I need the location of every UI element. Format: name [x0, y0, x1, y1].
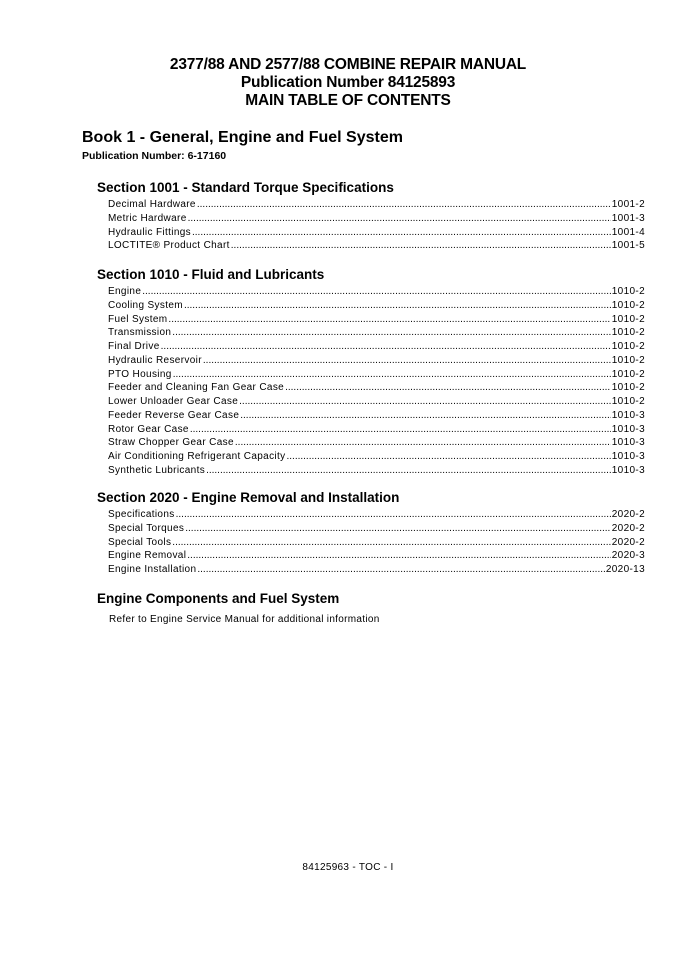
- toc-entry[interactable]: [108, 395, 645, 409]
- entry-page: 1010-2: [611, 286, 645, 297]
- toc-entry[interactable]: [108, 299, 645, 313]
- entry-page: 1010-3: [611, 464, 645, 476]
- entry-title: Specifications: [108, 509, 175, 520]
- toc-entry[interactable]: [108, 522, 645, 536]
- entry-title: PTO Housing: [108, 368, 172, 380]
- leader-dots: [285, 381, 611, 395]
- entry-title: Fuel System: [108, 313, 168, 325]
- entry-page: 1010-2: [611, 368, 645, 380]
- leader-dots: [176, 508, 611, 522]
- entry-title: Metric Hardware: [108, 212, 187, 224]
- entry-page: 1010-3: [611, 437, 645, 449]
- entry-page: 1010-2: [611, 313, 645, 325]
- entry-page: 1010-2: [611, 396, 645, 407]
- toc-entry[interactable]: [108, 354, 645, 368]
- document-header: [0, 56, 696, 110]
- leader-dots: [239, 395, 611, 409]
- toc-entry[interactable]: [108, 464, 645, 478]
- section-2020: [97, 489, 645, 577]
- toc-entry[interactable]: [108, 563, 645, 577]
- leader-dots: [187, 549, 610, 563]
- leader-dots: [184, 299, 611, 313]
- toc-entry[interactable]: [108, 239, 645, 253]
- entry-page: 1010-3: [611, 409, 645, 421]
- section-entries: [108, 198, 645, 253]
- section-title: Engine Components and Fuel System: [97, 591, 340, 606]
- toc-entry[interactable]: [108, 549, 645, 563]
- toc-entry[interactable]: [108, 198, 645, 212]
- toc-entry[interactable]: [108, 508, 645, 522]
- toc-entry[interactable]: [108, 536, 645, 550]
- leader-dots: [197, 198, 611, 212]
- toc-entry[interactable]: [108, 226, 645, 240]
- manual-title: 2377/88 AND 2577/88 COMBINE REPAIR MANUAL: [169, 56, 527, 73]
- entry-title: Straw Chopper Gear Case: [108, 437, 234, 449]
- toc-entry[interactable]: [108, 326, 645, 340]
- toc-entry[interactable]: [108, 409, 645, 423]
- section-title: Section 1001 - Standard Torque Specifications: [97, 180, 394, 195]
- leader-dots: [161, 340, 611, 354]
- leader-dots: [286, 450, 610, 464]
- entry-page: 1010-2: [611, 341, 645, 352]
- section-entries: [108, 508, 645, 577]
- leader-dots: [235, 436, 611, 450]
- toc-entry[interactable]: [108, 436, 645, 450]
- entry-title: Special Tools: [108, 536, 172, 548]
- entry-title: Feeder and Cleaning Fan Gear Case: [108, 382, 285, 394]
- entry-page: 2020-2: [611, 536, 645, 548]
- leader-dots: [172, 326, 610, 340]
- entry-title: Hydraulic Fittings: [108, 226, 191, 238]
- leader-dots: [168, 313, 610, 327]
- section-entries: [108, 285, 645, 478]
- entry-page: 1001-3: [611, 212, 645, 224]
- entry-title: Air Conditioning Refrigerant Capacity: [108, 451, 286, 462]
- leader-dots: [142, 285, 611, 299]
- entry-title: Engine Installation: [108, 564, 197, 575]
- entry-title: Cooling System: [108, 299, 183, 311]
- entry-title: Synthetic Lubricants: [108, 464, 206, 476]
- entry-title: Decimal Hardware: [108, 199, 196, 210]
- entry-page: 1010-3: [611, 451, 645, 462]
- page-footer: 84125963 - TOC - I: [302, 862, 394, 873]
- entry-title: LOCTITE® Product Chart: [108, 240, 230, 252]
- book-title: Book 1 - General, Engine and Fuel System: [82, 129, 403, 146]
- leader-dots: [190, 423, 611, 437]
- toc-entry[interactable]: [108, 381, 645, 395]
- section-title: Section 2020 - Engine Removal and Installation: [97, 490, 400, 505]
- leader-dots: [231, 239, 611, 253]
- entry-page: 1001-2: [611, 199, 645, 210]
- entry-title: Hydraulic Reservoir: [108, 354, 202, 366]
- entry-title: Engine Removal: [108, 550, 187, 562]
- toc-entry[interactable]: [108, 212, 645, 226]
- entry-title: Transmission: [108, 327, 172, 339]
- entry-page: 1010-2: [611, 299, 645, 311]
- leader-dots: [172, 536, 610, 550]
- entry-page: 2020-3: [611, 550, 645, 562]
- leader-dots: [188, 212, 611, 226]
- section-title: Section 1010 - Fluid and Lubricants: [97, 267, 325, 282]
- toc-entry[interactable]: [108, 368, 645, 382]
- section-engine-components: [97, 590, 645, 627]
- leader-dots: [206, 464, 611, 478]
- toc-heading: MAIN TABLE OF CONTENTS: [245, 92, 451, 109]
- section-1010: [97, 266, 645, 478]
- entry-title: Rotor Gear Case: [108, 423, 189, 435]
- leader-dots: [203, 354, 611, 368]
- entry-page: 1010-2: [611, 382, 645, 394]
- entry-title: Final Drive: [108, 341, 160, 352]
- leader-dots: [197, 563, 604, 577]
- toc-entry[interactable]: [108, 423, 645, 437]
- book-heading: [82, 128, 403, 163]
- entry-page: 1010-2: [611, 354, 645, 366]
- entry-page: 2020-13: [605, 564, 645, 575]
- toc-entry[interactable]: [108, 450, 645, 464]
- entry-page: 1001-4: [611, 226, 645, 238]
- section-1001: [97, 179, 645, 253]
- toc-entry[interactable]: [108, 285, 645, 299]
- toc-entry[interactable]: [108, 340, 645, 354]
- entry-title: Engine: [108, 286, 142, 297]
- toc-entry[interactable]: [108, 313, 645, 327]
- section-note: Refer to Engine Service Manual for additional information: [109, 614, 380, 625]
- leader-dots: [173, 368, 611, 382]
- entry-page: 2020-2: [611, 522, 645, 534]
- entry-page: 1010-3: [611, 423, 645, 435]
- book-publication-number: Publication Number: 6-17160: [82, 150, 227, 162]
- entry-page: 1010-2: [611, 327, 645, 339]
- entry-title: Special Torques: [108, 522, 185, 534]
- leader-dots: [185, 522, 611, 536]
- entry-page: 1001-5: [611, 240, 645, 252]
- entry-title: Feeder Reverse Gear Case: [108, 409, 240, 421]
- leader-dots: [240, 409, 611, 423]
- entry-page: 2020-2: [611, 509, 645, 520]
- entry-title: Lower Unloader Gear Case: [108, 396, 239, 407]
- publication-number: Publication Number 84125893: [240, 74, 456, 91]
- leader-dots: [192, 226, 611, 240]
